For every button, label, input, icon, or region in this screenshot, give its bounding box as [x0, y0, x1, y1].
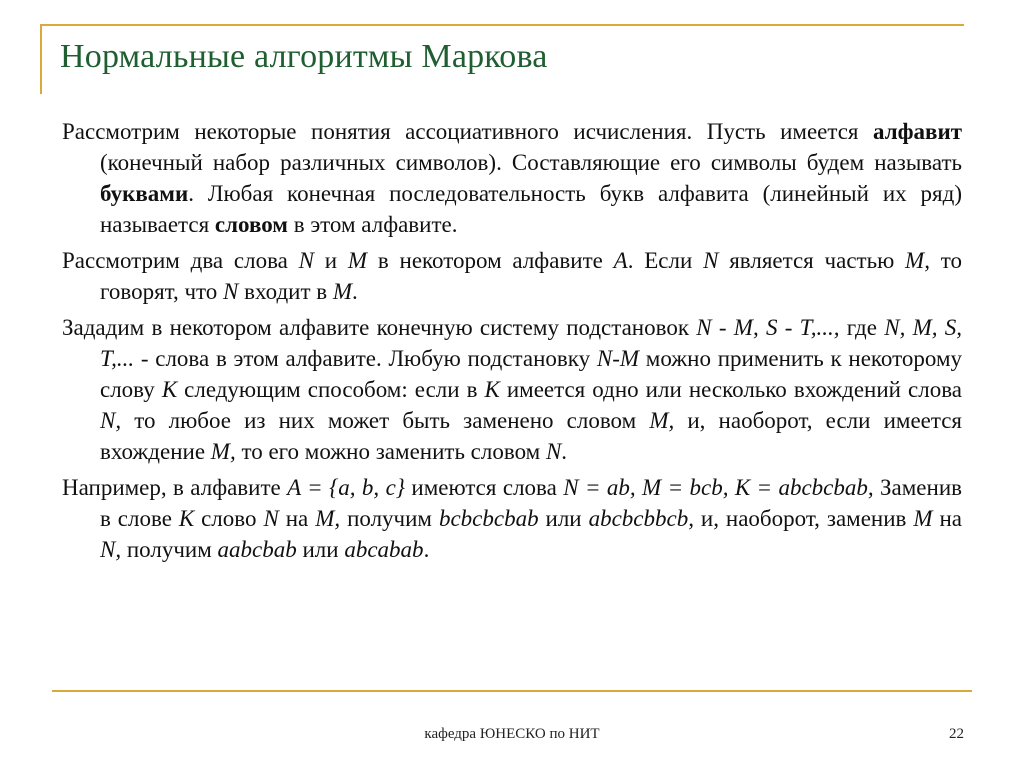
- math-span: abcabab: [344, 537, 424, 562]
- math-span: N: [703, 248, 719, 273]
- text-span: - слова в этом алфавите. Любую подстановку: [134, 346, 597, 371]
- math-span: abcbcbbcb,: [588, 506, 694, 531]
- text-span: .: [561, 439, 568, 464]
- text-span: то его можно заменить словом: [235, 439, 546, 464]
- text-span: .: [423, 537, 430, 562]
- paragraph-4: [62, 472, 962, 565]
- math-span: M,: [210, 439, 236, 464]
- text-span: следующим способом: если в: [177, 377, 485, 402]
- math-span: К: [484, 377, 500, 402]
- math-span: N, M, S, T,...: [100, 315, 963, 371]
- text-span: . Если: [627, 248, 704, 273]
- paragraph-2: [62, 245, 962, 307]
- title-rule: [40, 24, 964, 26]
- math-span: M,: [315, 506, 341, 531]
- paragraph-3: [62, 312, 962, 467]
- term-word: словом: [214, 212, 288, 237]
- text-span: или: [296, 537, 345, 562]
- math-span: N = ab, M = bcb, К = abcbcbab,: [563, 475, 874, 500]
- math-span: N: [545, 439, 562, 464]
- math-span: N - M, S - T,...,: [696, 315, 840, 340]
- math-span: N,: [100, 537, 122, 562]
- text-span: то любое из них может быть заменено словом: [121, 408, 650, 433]
- math-span: К: [178, 506, 195, 531]
- math-span: N,: [100, 408, 122, 433]
- text-span: Рассмотрим некоторые понятия ассоциативного исчисления. Пусть имеется: [62, 119, 873, 144]
- text-span: на: [932, 506, 962, 531]
- math-span: A = {a, b, c}: [287, 475, 405, 500]
- math-span: К: [161, 377, 178, 402]
- math-span: N: [298, 248, 315, 273]
- text-span: имеется одно или несколько вхождений слова: [499, 377, 962, 402]
- text-span: можно применить к некоторому слову: [100, 346, 962, 402]
- math-span: M: [347, 248, 368, 273]
- footer-text: кафедра ЮНЕСКО по НИТ: [424, 726, 600, 742]
- text-span: входит в: [238, 279, 333, 304]
- text-span: имеются слова: [405, 475, 564, 500]
- text-span: Зададим в некотором алфавите конечную систему подстановок: [62, 315, 697, 340]
- math-span: N: [263, 506, 279, 531]
- slide-body: [62, 116, 962, 570]
- math-span: M,: [905, 248, 930, 273]
- slide-title: Нормальные алгоритмы Маркова: [60, 38, 548, 75]
- math-span: M: [913, 506, 933, 531]
- footer-rule: [52, 690, 972, 692]
- text-span: является частью: [718, 248, 906, 273]
- text-span: получим: [340, 506, 439, 531]
- math-span: M: [332, 279, 353, 304]
- text-span: (конечный набор различных символов). Составляющие его символы будем называть: [100, 150, 962, 175]
- term-letters: буквами: [100, 181, 189, 206]
- text-span: и, наоборот, заменив: [693, 506, 914, 531]
- text-span: Заменив в слове: [100, 475, 962, 531]
- text-span: Например, в алфавите: [62, 475, 288, 500]
- text-span: или: [538, 506, 589, 531]
- text-span: где: [839, 315, 885, 340]
- text-span: и, наоборот, если имеется вхождение: [100, 408, 962, 464]
- text-span: в этом алфавите.: [287, 212, 458, 237]
- math-span: aabcbab: [217, 537, 297, 562]
- math-span: A: [613, 248, 628, 273]
- text-span: слово: [194, 506, 264, 531]
- term-alphabet: алфавит: [873, 119, 962, 144]
- paragraph-1: [62, 116, 962, 240]
- text-span: то говорят, что: [100, 248, 963, 304]
- math-span: N: [223, 279, 239, 304]
- text-span: на: [278, 506, 316, 531]
- text-span: Рассмотрим два слова: [62, 248, 299, 273]
- text-span: получим: [121, 537, 218, 562]
- page-number: 22: [949, 726, 964, 742]
- math-span: bcbcbcbab: [438, 506, 539, 531]
- text-span: .: [352, 279, 358, 304]
- text-span: и: [314, 248, 348, 273]
- title-accent-bar: [40, 24, 42, 94]
- math-span: N-M: [596, 346, 640, 371]
- text-span: в некотором алфавите: [367, 248, 614, 273]
- math-span: M,: [649, 408, 675, 433]
- text-span: . Любая конечная последовательность букв алфавита (линейный их ряд) называется: [100, 181, 962, 237]
